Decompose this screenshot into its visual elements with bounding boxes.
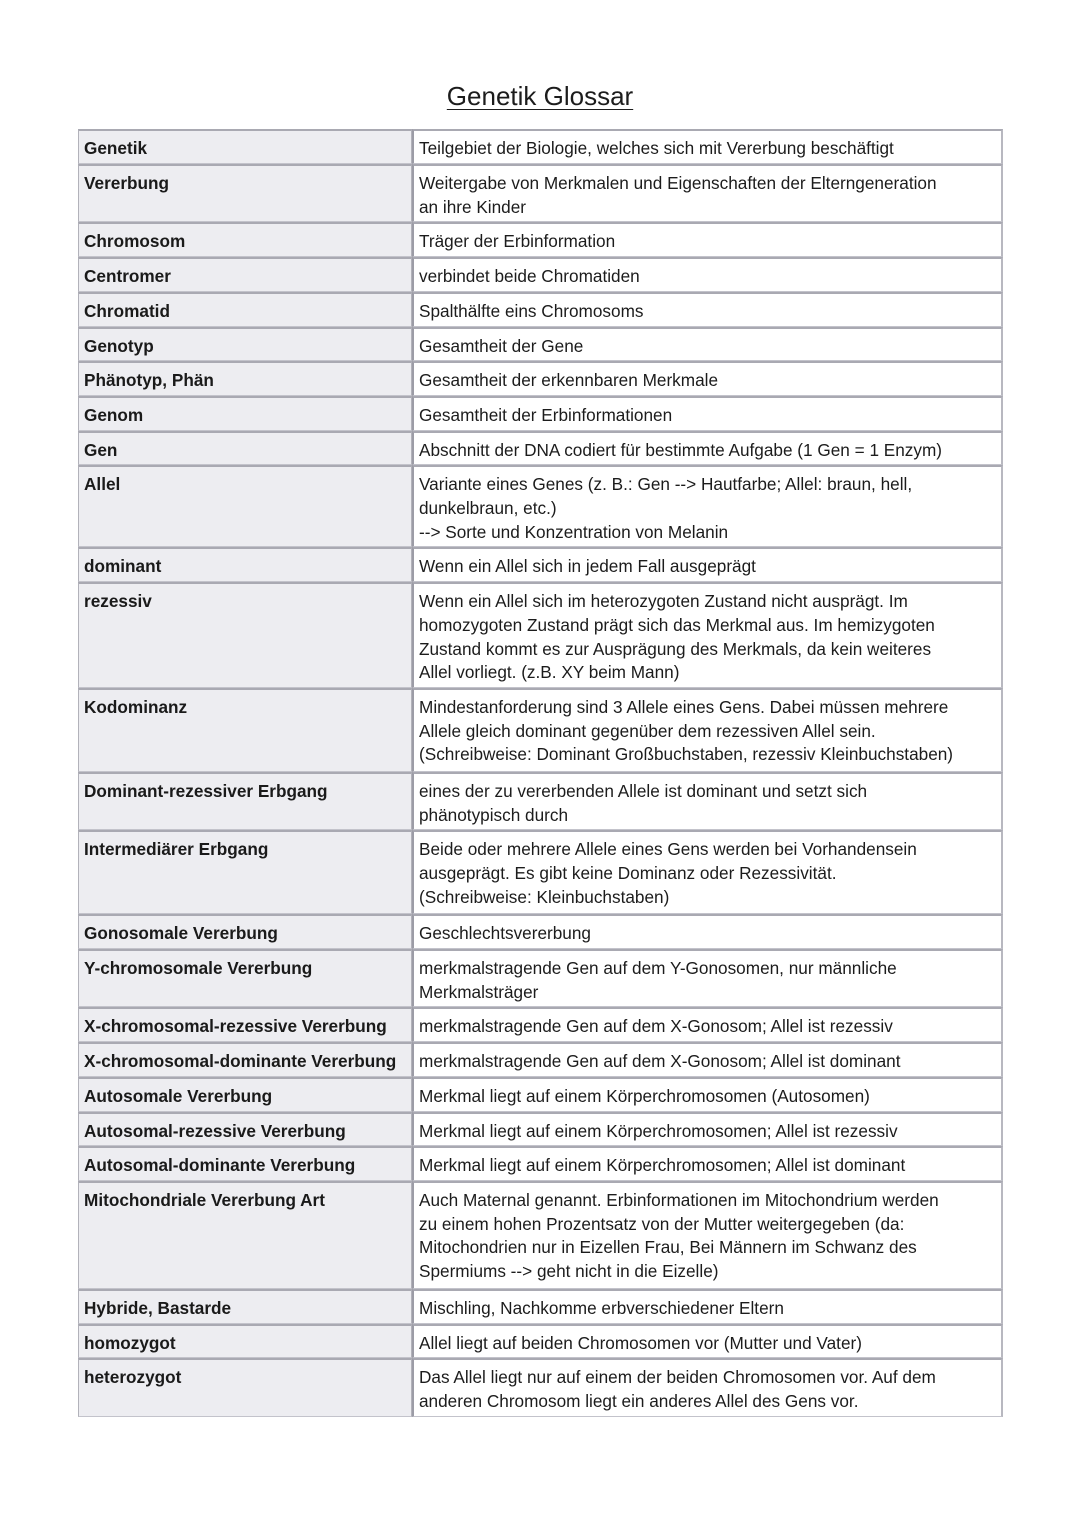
term-cell: Genom: [78, 396, 412, 431]
term-cell: Chromosom: [78, 222, 412, 257]
definition-cell: Auch Maternal genannt. Erbinformationen im Mitochondrium werden zu einem hohen Prozentsatz von der Mutter weitergegeben (da: Mitochondrien nur in Eizellen Frau, Bei Männern im Schwanz des Spermiums --> geht nicht in die Eizelle): [412, 1181, 1003, 1289]
definition-cell: Wenn ein Allel sich in jedem Fall ausgeprägt: [412, 547, 1003, 582]
table-row: [78, 129, 1003, 164]
table-row: [78, 327, 1003, 362]
definition-cell: eines der zu vererbenden Allele ist dominant und setzt sich phänotypisch durch: [412, 772, 1003, 830]
term-cell: Dominant-rezessiver Erbgang: [78, 772, 412, 830]
definition-cell: Weitergabe von Merkmalen und Eigenschaften der Elterngeneration an ihre Kinder: [412, 164, 1003, 222]
term-cell: Autosomale Vererbung: [78, 1077, 412, 1112]
table-row: [78, 1077, 1003, 1112]
table-row: [78, 1181, 1003, 1289]
definition-cell: Geschlechtsvererbung: [412, 914, 1003, 949]
definition-cell: merkmalstragende Gen auf dem X-Gonosom; Allel ist dominant: [412, 1042, 1003, 1077]
table-row: [78, 1007, 1003, 1042]
term-cell: Hybride, Bastarde: [78, 1289, 412, 1324]
term-cell: Intermediärer Erbgang: [78, 830, 412, 914]
definition-cell: Merkmal liegt auf einem Körperchromosomen; Allel ist rezessiv: [412, 1112, 1003, 1147]
term-cell: Gonosomale Vererbung: [78, 914, 412, 949]
term-cell: X-chromosomal-rezessive Vererbung: [78, 1007, 412, 1042]
definition-cell: Variante eines Genes (z. B.: Gen --> Hautfarbe; Allel: braun, hell, dunkelbraun, etc.) --> Sorte und Konzentration von Melanin: [412, 465, 1003, 547]
table-row: [78, 361, 1003, 396]
definition-cell: Abschnitt der DNA codiert für bestimmte Aufgabe (1 Gen = 1 Enzym): [412, 431, 1003, 466]
table-row: [78, 465, 1003, 547]
definition-cell: Wenn ein Allel sich im heterozygoten Zustand nicht ausprägt. Im homozygoten Zustand prägt sich das Merkmal aus. Im hemizygoten Zustand kommt es zur Ausprägung des Merkmals, da kein weiteres Allel vorliegt. (z.B. XY beim Mann): [412, 582, 1003, 688]
table-row: [78, 1324, 1003, 1359]
term-cell: Vererbung: [78, 164, 412, 222]
table-row: [78, 1042, 1003, 1077]
table-row: [78, 222, 1003, 257]
term-cell: Chromatid: [78, 292, 412, 327]
term-cell: Kodominanz: [78, 688, 412, 772]
page-title: Genetik Glossar: [446, 81, 634, 111]
term-cell: Mitochondriale Vererbung Art: [78, 1181, 412, 1289]
term-cell: Gen: [78, 431, 412, 466]
definition-cell: Das Allel liegt nur auf einem der beiden Chromosomen vor. Auf dem anderen Chromosom liegt ein anderes Allel des Gens vor.: [412, 1358, 1003, 1417]
definition-cell: Träger der Erbinformation: [412, 222, 1003, 257]
term-cell: Genotyp: [78, 327, 412, 362]
table-row: [78, 396, 1003, 431]
definition-cell: Merkmal liegt auf einem Körperchromosomen (Autosomen): [412, 1077, 1003, 1112]
table-row: [78, 914, 1003, 949]
table-row: [78, 830, 1003, 914]
table-row: [78, 688, 1003, 772]
table-row: [78, 949, 1003, 1007]
table-row: [78, 292, 1003, 327]
definition-cell: Mischling, Nachkomme erbverschiedener Eltern: [412, 1289, 1003, 1324]
term-cell: rezessiv: [78, 582, 412, 688]
term-cell: Y-chromosomale Vererbung: [78, 949, 412, 1007]
term-cell: dominant: [78, 547, 412, 582]
glossary-body: [78, 129, 1003, 1417]
table-row: [78, 582, 1003, 688]
definition-cell: Merkmal liegt auf einem Körperchromosomen; Allel ist dominant: [412, 1146, 1003, 1181]
term-cell: Genetik: [78, 129, 412, 164]
definition-cell: merkmalstragende Gen auf dem X-Gonosom; Allel ist rezessiv: [412, 1007, 1003, 1042]
table-row: [78, 547, 1003, 582]
definition-cell: Beide oder mehrere Allele eines Gens werden bei Vorhandensein ausgeprägt. Es gibt keine Dominanz oder Rezessivität. (Schreibweise: Kleinbuchstaben): [412, 830, 1003, 914]
term-cell: heterozygot: [78, 1358, 412, 1417]
term-cell: Allel: [78, 465, 412, 547]
glossary-table: [78, 129, 1003, 1417]
table-row: [78, 257, 1003, 292]
term-cell: homozygot: [78, 1324, 412, 1359]
term-cell: X-chromosomal-dominante Vererbung: [78, 1042, 412, 1077]
definition-cell: Gesamtheit der Erbinformationen: [412, 396, 1003, 431]
table-row: [78, 1289, 1003, 1324]
definition-cell: Allel liegt auf beiden Chromosomen vor (Mutter und Vater): [412, 1324, 1003, 1359]
table-row: [78, 1146, 1003, 1181]
term-cell: Autosomal-dominante Vererbung: [78, 1146, 412, 1181]
table-row: [78, 431, 1003, 466]
table-row: [78, 1358, 1003, 1417]
definition-cell: Gesamtheit der Gene: [412, 327, 1003, 362]
table-row: [78, 772, 1003, 830]
definition-cell: Spalthälfte eins Chromosoms: [412, 292, 1003, 327]
definition-cell: verbindet beide Chromatiden: [412, 257, 1003, 292]
table-row: [78, 164, 1003, 222]
term-cell: Autosomal-rezessive Vererbung: [78, 1112, 412, 1147]
definition-cell: merkmalstragende Gen auf dem Y-Gonosomen, nur männliche Merkmalsträger: [412, 949, 1003, 1007]
definition-cell: Teilgebiet der Biologie, welches sich mit Vererbung beschäftigt: [412, 129, 1003, 164]
term-cell: Phänotyp, Phän: [78, 361, 412, 396]
table-row: [78, 1112, 1003, 1147]
term-cell: Centromer: [78, 257, 412, 292]
definition-cell: Mindestanforderung sind 3 Allele eines Gens. Dabei müssen mehrere Allele gleich dominant gegenüber dem rezessiven Allel sein. (Schreibweise: Dominant Großbuchstaben, rezessiv Kleinbuchstaben): [412, 688, 1003, 772]
definition-cell: Gesamtheit der erkennbaren Merkmale: [412, 361, 1003, 396]
